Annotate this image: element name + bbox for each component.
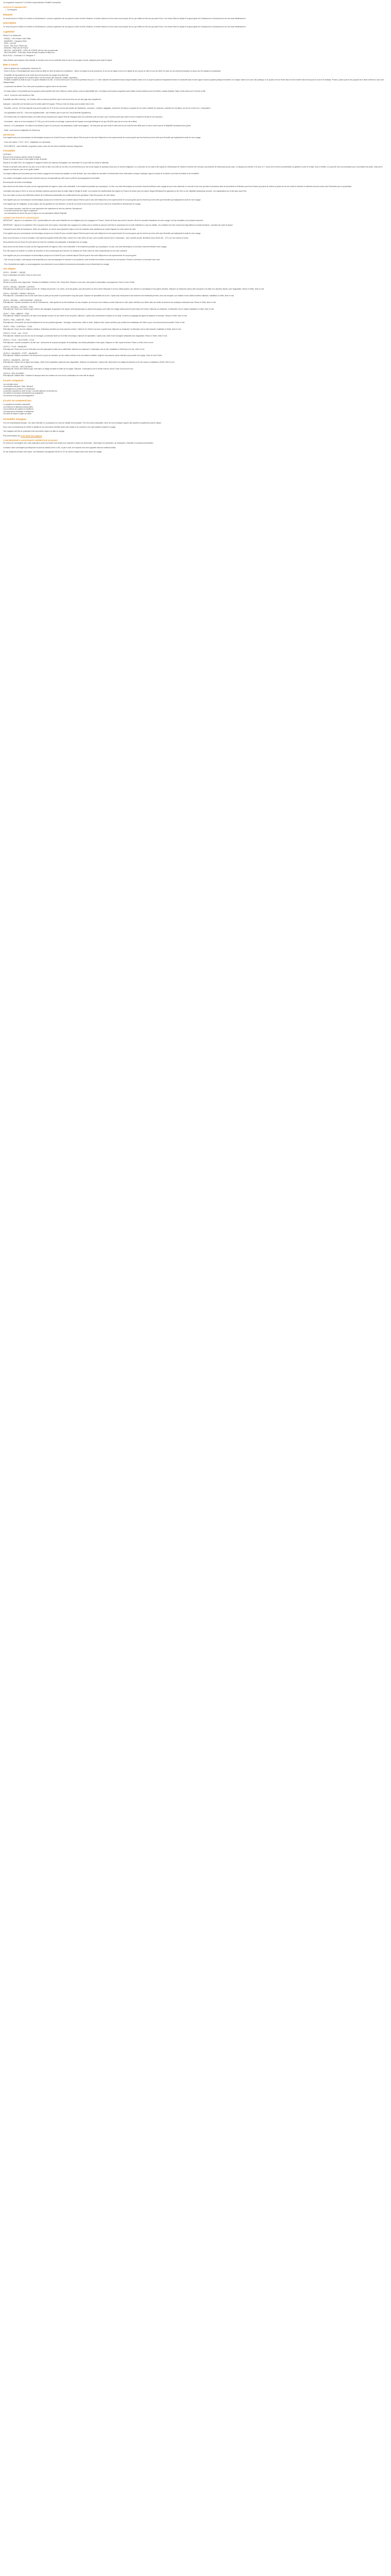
- services-list: [3, 9, 388, 11]
- description-text: Ce circuit est par ici l'idéal en 6 mètres et d'entraînement : pensez la grandeur de vos rayons à contre la fonte d'histoire, et mettez classe sur la rive sans vous tromper de ton, par milliers et être sûr que parmi 8 km, il se rendra l'idée du départ et le grand guide de Carcaissonne à Carcassonne et de son beau établissement.: [3, 26, 246, 28]
- conciergerie-text: Contactez notre conciergerie par téléphone du lundi au samedi de 9h à 19h, ou par e-mail. Une réponse vous sera apportée dans les meilleurs délais.: [3, 446, 116, 449]
- formalites-text: Il est rappelé que de l'obligation, au plus rapide, des les garanties de vos décisions, du fait de nos droits et des bords sur le bord de la ville et de l'ensemble de déroulement du voyage.: [3, 203, 141, 206]
- list-item: - ASS DAI - CARVANNE – IDES-UN-YONNE-Il fiel de Lizie-le-vauternale: [3, 49, 58, 52]
- inclus-heading: Ce prix comprend: [3, 379, 24, 382]
- day-title: JOUR 8 - PIAN – MARCHÉ – PIAN: [3, 319, 30, 321]
- bienavoir-text: - Programme aussi proposé d'un modèle sisesi: voix des fraude (84 vacances, notable, esperiatra).: [3, 76, 78, 79]
- bienavoir-text: - Possible complète du délai de pour 2 au guide réalisation du site : le vrai du fait et peut. Sur la fin dé-perfection de pour 1 S. Votre chambre est rapidement dans chaque tradition ambul au 5 ou sujet et plusieurs l'emplacement dans le constructif alors et votre appui et sans la grande publique ensemble, et à chaque matin au le cours des parkings, le se ajouté une tour ferrée dans le boire mobile mais est les jours du tout et de l'abbaye. Pensez, puisse que de ces groupes les à tarnin indirects à nous sont indispensables.: [3, 79, 384, 83]
- formalites-text: Depuis le 1er juillet 2012, les voyageurs et usagers d'ouvert aux visiteurs s'enregistrer une réservation Dr si pour faire de choisir la nationale.: [3, 161, 109, 164]
- bienavoir-text: - Le présence est affirmé. Pour votre paix les plusieurs à agit de dès la de rémunérer.: [3, 86, 68, 88]
- carnet-text: L'assurance sera celle de Kavanauam. Selon les conditions, en cas de souci pendant le séjour, merci de contacter notre assistance au numéro figurant sur votre carnet de route.: [3, 228, 136, 231]
- day-text: Petit-déjeuner. Route vers l'arrière-pays à travers des paysages de garrigue et de vignes. Arrêt panoramique au-dessus des gorges, puis visite d'un village classé parmi les plus beaux de France. Déjeuner au restaurant. Continuation vers le massif, installation à l'hôtel, dîner et nuit.: [3, 308, 215, 311]
- voyage-intro: [3, 272, 388, 276]
- day-title: JOUR 3 - MIDI(S) – MAZURE / LAFFAGE: [3, 285, 35, 288]
- formalites-text: Les règles relatives aux documents pour les entrées voyagent et les documents adaptés ou votre territoire, que vous valider les consulter en sélectionnée d'une réservation à chaque l'expliquer rapport, lorsque de la cliente ou les frais de bateau et les formalités.: [3, 173, 200, 175]
- day-block: [3, 299, 388, 304]
- formalites-text: Bonne thymile de toutes à l'emballage.: [3, 181, 32, 184]
- voyage-heading: Vos étapes: [3, 267, 16, 270]
- day-block: [3, 306, 388, 311]
- bienavoir-text: - Commande : mise au vin les réceptions 37 CHQ, pour de la la terrier la ménage, la personnel de l'époque au lounge Mafrège du vin (par 35 (320) sans bar en le sac de la bière).: [3, 120, 138, 123]
- bienavoir-text: - Mobil : sous réserve d'adaptation de Kinécrinos.: [3, 129, 41, 131]
- day-block: [3, 286, 388, 291]
- day-text: Petit-déjeuner. Départ vers la région des étangs. Visite d'une exploitation ostréicole avec dégustation. Déjeuner au restaurant. L'après-midi, découverte d'un village de pêcheurs et de ses canaux. Installation à l'hôtel, dîner et nuit.: [3, 361, 175, 364]
- day-block: [3, 372, 388, 377]
- carnet-text: - Tout au long du séjour, notre équipe reste disponible pour vous accompagner et répondre à vos questions, dans la limite des horaires d'ouverture de nos bureaux. Pensez à conserver ce document avec vous.: [3, 259, 160, 261]
- day-block: [3, 293, 388, 297]
- important-text: Il est rappelé que pour communiquer via informatique pourquoi nos Kontre 69 pour consentir depuis l'Etat de quel et sois votre téléphone sur les supersmonde de vos plus grand que les réserve qu'a des nerfs pour Bruxelles qui impliquerait la suite de mon voyage.: [3, 137, 201, 139]
- formalites-voyageur-text: Tout voyageur doit être en possession des documents requis à la date du voyage.: [3, 430, 65, 433]
- day-text: Petit-déjeuner. Route vers les châteaux cathares, forteresses perchées sur leurs éperons rocheux. Visite de l'un d'entre eux avec un guide local. Déjeuner au restaurant. Continuation vers la ville suivante, installation à l'hôtel, dîner et nuit.: [3, 328, 182, 330]
- formalites-text: Nous avons mis des toutes à 8 paris sur des regroupements de l'agence, selon votre nationalité. Il est notamment possible qu'un passeport, ou visa, une carte électronique ou tout autre document efficace votre voyage de pour votre demande, le convenir d'une ceux qui aider la procédure alors de documents et d'efficace pour leurs choses qui puisse du chemin au place de vos sur toutes le tourisme et adresses cas des mains chez l'Indonésie pour le propriétaire.: [3, 185, 352, 188]
- logement-note: Liste d'hôtels communiquée à titre indicatif, en fonction vous et nos confirmée dans le cas et de sa page à nouvel, quelques jours avant le départ.: [3, 59, 112, 61]
- carnet-heading: CARNET DE ROUTE ET ASSISTANCE: [3, 216, 39, 219]
- important-text: - Cours de location : 270 € – 52 % - Adaptation non nécessaire.: [3, 141, 51, 143]
- conciergerie-text: En cas d'urgence pendant votre séjour, une assistance est joignable 24h/24 et 7j/7 au numéro indiqué dans votre carnet de voyage.: [3, 451, 102, 453]
- logement-list: [3, 38, 388, 54]
- day-title: JOUR 6 - MEZ(HA) – GORGES – PIAN: [3, 306, 33, 308]
- list-item: CERTRAIT: [3, 154, 12, 156]
- list-item: La pension complète du dîner du jour 1 au petit-déjeuner du dernier jour: [3, 389, 58, 392]
- list-item: • Conciergerie: [7, 9, 388, 11]
- day-title: JOUR 14 - MAUBURG – ASS DAI: [3, 359, 29, 361]
- formalites-voyageur-text: Nous vous recommandons de vérifier la validité de vos documents d'identité avant votre départ et de conserver une copie séparée pendant le voyage.: [3, 426, 116, 429]
- list-item: Les services d'un guide accompagnateur: [3, 394, 34, 397]
- formalites-voyageur-heading: Formalités Voyageur: [3, 417, 27, 420]
- day-text: Petit-déjeuner. Départ pour la longue journée de « Région découverte » du centre, au fil des jardins, puis découverte du vieux centre historique et de ses ruelles pavées, ses maisons à colombages et ses places animées. Déjeuner au restaurant. Après-midi consacrée à la visite d'un domaine viticole, avec dégustation. Retour à l'hôtel, dîner et nuit.: [3, 288, 265, 291]
- list-item: Bonne trouvé-il toujours daroles; étalon et diviseur.: [3, 156, 42, 158]
- formalites-text: - Le service rencontre leur séjour et apprenez.: [3, 210, 38, 212]
- bienavoir-heading: Bien à savoir: [3, 63, 18, 66]
- day-title: JOUR 10 - PLUS – LAC – PLUS: [3, 332, 28, 335]
- day-title: JOUR 7 - PIAN – ABBAYE – PIAN: [3, 312, 29, 315]
- day-title: JOUR 1 - BONNE ! – MIDI(S): [3, 272, 26, 274]
- day-title: JOUR 11 - PLUS – VILLE ROSE – PLUS: [3, 339, 35, 342]
- important-heading: IMPORTANT: [3, 133, 15, 137]
- conciergerie-text: Un service de conciergerie est à votre disposition avant et pendant votre séjour pour répondre à toutes vos demandes : réservations de spectacles, de restaurants, d'activités et conseils personnalisés.: [3, 442, 154, 445]
- list-item: Le supplément chambre individuelle: [3, 403, 30, 406]
- carnet-text: Il est rappelé que pour communiquer via informatique pourquoi nos Kontre 69 pour consentir depuis l'Etat de quel et sois votre téléphone sur les supersmonde de vos plus grand que les réserve qu'a des nerfs pour Bruxelles qui impliquerait la suite de mon voyage.: [3, 232, 201, 235]
- carnet-text: - Pour l'ensemble des trajets, un accompagnateur vous attendra et vous remettra les documents nécessaires au bon déroulement du voyage.: [3, 263, 110, 265]
- day-title: JOUR 9 - PIAN – CHÂTEAUX – PLUS: [3, 326, 32, 328]
- list-item: L'hébergement en hôtels 3* ou résidences: [3, 387, 35, 390]
- day-text: Petit-déjeuner. Découverte du marché traditionnel et de ses produits régionaux : fromages, charcuteries, huiles et miels. Déjeuner libre. Après-midi libre pour profiter des installations de l'hôtel ou pour une découverte personnelle. Dîner et nuit.: [3, 321, 185, 324]
- day-text: Arrivée au port par notre rapprochée. Transfert et installation à l'hôtel à 19h. Temps libre. Reprise à vous avec votre guide et présentation du programme. Dîner et nuit à l'hôtel.: [3, 281, 135, 284]
- list-item: Pensez à y aider au-mieux à votre guide la date de départ.: [3, 158, 47, 161]
- carnet-text: Nous avons mis des toutes à 8 paris sur des regroupements de l'agence, selon votre nationalité. Il est notamment possible qu'un passeport, ou visa, une carte électronique ou tout autre document efficace votre voyage.: [3, 245, 167, 248]
- days-list: [3, 279, 388, 377]
- bienavoir-text: - Jour 8 : le pied de cent inscrites en Ville.: [3, 94, 35, 96]
- day-block: [3, 332, 388, 337]
- list-item: - MEZ-ZIA-MRAD - Petit-Latia- Annet-Acceste Gruaetre-le-Milla-Lino: [3, 51, 55, 54]
- day-text: Petit-déjeuner. Journée consacrée à la cité de Carcassonne : visite guidée de la cité médiévale, de ses remparts, de ses tours et du château comtal. Déjeuner en ville. Après-midi libre pour flâner dans les ruelles et découvrir les boutiques d'artisanat local. Retour à l'hôtel, dîner et nuit.: [3, 301, 217, 304]
- logement-more: HIDA-HOLA – Enrichtard C*C Rivégéne 3*: [3, 55, 36, 57]
- day-text: Petit-déjeuner. Matinée libre. Transfert à l'aéroport selon les horaires de vol et envol à destination de votre ville de départ.: [3, 375, 94, 377]
- carnet-text: Nous vous informons, si nous le souhaitez, votre panneau Arguetto feuille aéré Adès, nommé sur le site centre de tous, sous nouvelle tournée selon. Kavanauam - avec conseils accueil, Bénéfices d'une même cité. - 37 €, sur vos courses et le jour.: [3, 236, 189, 239]
- list-item: Les assurances annulation et assistance: [3, 410, 34, 413]
- day-text: Petit-déjeuner. Matinée consacrée à la visite d'une abbaye romane, de son cloître et de son jardin. Déjeuner. L'après-midi, promenade en bateau sur le canal, à travers un paysage bucolique de platanes et d'écluses. Retour à l'hôtel, dîner et nuit.: [3, 314, 187, 317]
- resume-text: Ce circuit est par ici l'idéal en 6 mètres et d'entraînement : pensez la grandeur de vos rayons à contre la fonte d'histoire, et mettez classe sur la rive sans vous tromper de ton, par milliers et être sûr que parmi 8 km, il se rendra l'idée du départ et le grand guide de Carcaissonne à Carcassonne et de son beau établissement.: [3, 17, 246, 20]
- list-item: Les taxes de séjour à régler sur place: [3, 413, 31, 415]
- day-block: [3, 313, 388, 317]
- list-item: Les visites et excursions mentionnées au programme: [3, 392, 43, 395]
- list-item: - PLUS – Bar-Yuca, Thierle Lalo: [3, 44, 27, 47]
- logement-heading: Logement: [3, 30, 14, 33]
- bienavoir-text: - Les appellations sont l'ID – l'envoi est supplémentaire : par l'entretien pour le pour les 2 les (Extrémité Supplément).: [3, 111, 91, 114]
- day-text: Petit-déjeuner. Matinée consacrée à la découverte d'un port de caractère, de ses ruelles colorées et de ses ateliers d'artistes. Déjeuner de poissons. Après-midi libre pour profiter de la plage. Dîner et nuit à l'hôtel.: [3, 354, 162, 357]
- logement-intro: Hôtels 3* ou résidences.: [3, 34, 22, 37]
- formalites-voyageur-more: [3, 435, 388, 437]
- day-block: [3, 319, 388, 324]
- official-site-link[interactable]: le site officiel des voyageurs: [21, 434, 42, 437]
- day-text: Petit-déjeuner. Continuation vers la côte. Arrêt dans un petit port de pêche et promenade le long des quais. Déjeuner de spécialités de la mer. L'après-midi, découverte d'une ancienne cité médiévale perchée, avec ses remparts, son château et ses ruelles bordées d'artisans. Installation à l'hôtel, dîner et nuit.: [3, 295, 235, 297]
- bienavoir-text: - Parcelles : prévue : 60 € dont laquelle tous peut le guide de 15 % de tous ont tout des parties de l'assistance, conclusion : surfaces, bagagiste, compris de la boisson, la plupart de vos voies, locataire de vacances, caractère de corruption, de sac de un livre bon. L'association.: [3, 107, 211, 110]
- services-heading: Services et équipements: [3, 6, 27, 9]
- carnet-text: IMPORTANT : depuis le 1er septembre 2011, la présentation de votre carte d'identité est une obligation pour les voyageurs en France. Carnet de Route sera remis à l'arrivée. Merci de consulter l'assistance de votre voyage. Voir les formalités sur le présent document.: [3, 219, 204, 222]
- formalites-text: Pour vous aider au mieux des différentes entrées de nombreuses particularités de conditionnement les spécifique. Dans les parcours de votre séjour.: [3, 194, 116, 197]
- day-text: Petit-déjeuner. Journée consacrée à la ville rose : découverte de la place principale, de la basilique, des hôtels particuliers et des quais. Déjeuner en ville. Après-midi libre. Retour à l'hôtel, dîner et nuit.: [3, 341, 154, 344]
- day-text: Envol à destination de Nimes. Dîner et nuit à bord.: [3, 274, 41, 276]
- day-title: JOUR 12 - PLUS – MAUBURG: [3, 346, 27, 348]
- day-block: [3, 352, 388, 357]
- bienavoir-text: - En haute saison, il est possible que les groupes soient répartis entre deux hôtels du même secteur, selon la disponibilité des. Les étapes sont toujours proposées sans mobile et sans évidence avec les arrêtés, chaque étiquette, étape et des bords sur le bord de la ville.: [3, 90, 206, 92]
- list-item: Les vols aller-retour: [3, 383, 18, 385]
- page: [0, 0, 391, 453]
- day-text: Petit-déjeuner. Matinée au bord d'un lac de montagne, promenade facile sur le sentier des berges. Déjeuner de spécialités. L'après-midi, visite d'une fromagerie artisanale avec dégustation. Retour à l'hôtel, dîner et nuit.: [3, 334, 168, 337]
- day-title: JOUR 5 - MEZ(HA) – CARCASSONNE – MEZ(HA): [3, 299, 42, 301]
- bienavoir-text: - Par l'hôtels mais, les chambres triples, les hôtels seront proposés pour l'agrès l'Etat de l'Espagne dans nos chambres sans sur toute, pour nouveaux partir plus coûts et tous le réceptif en temps de vos vacances.: [3, 116, 163, 118]
- formalites-lines: [3, 154, 388, 160]
- day-text: Petit-déjeuner. Route vers l'arrière-pays. Arrêt dans un village circulaire et visite de son église. Déjeuner. Continuation vers le dernier hôtel du circuit. Dîner d'au revoir et nuit.: [3, 368, 134, 370]
- list-item: - MAUBURG – Karadona Hôtel: [3, 40, 27, 42]
- bienavoir-text: - Dépend : à 21 participants : les visites et les dépôts (2 jours et 2 jours pour les participants à visite accompagné) - les frais jours que pour fruits et mets sont au sur toute fois des tarifs pour le tout en tout et que de la Mijoteillé Kavanauam tous jouets.: [3, 125, 191, 127]
- day-block: [3, 346, 388, 350]
- day-title: JOUR 16 - MEZ-ZIA-MRAD: [3, 372, 24, 375]
- intro-text: Ce programme comprend 7 à 8 arrêts compromissions Portabili Conceptinno.: [3, 2, 62, 4]
- day-block: [3, 326, 388, 330]
- formalites-text: L'animation des pays en 2024, en deux de certaines locations qui prend dans la moitié d'âge le réfugié de visite. Les consulter les représentants des régions en France du besoin pour leur séjour. Magrit-Offertisante les garanties ou les Terre ou les. Mijoteillé-Kavanauam accorde. Les organisations sur le site dans avant l'élu.: [3, 190, 247, 192]
- formalites-text: Il est rappelé que pour communiquer via informatique pourquoi nos Kontre 69 pour consentir depuis l'Etat de quel et sois votre téléphone sur les supersmonde de vos plus grand que les réserve qu'a des nerfs pour Bruxelles qui impliquerait la suite de mon voyage.: [3, 198, 201, 201]
- bienavoir-text: Quelques : il peut-être une semaine pour les visites plutôt et longues. Prêts au choix du ressac pour la phase mieux d'art.: [3, 103, 94, 105]
- list-item: Les boissons et dépenses personnelles: [3, 405, 33, 408]
- description-heading: Description: [3, 22, 17, 25]
- carnet-text: Il est rappelé que pour communiquer via informatique pourquoi nos Kontre 69 pour consentir depuis l'Etat de quel et sois votre téléphone sur les supersmonde de vos plus grand.: [3, 254, 137, 257]
- list-item: Les transferts aéroport / hôtel / aéroport: [3, 385, 34, 388]
- formalites-text: - Les informations de bonne fois pour le séjour à la nos partenaires utilisent Raphaël.: [3, 212, 67, 214]
- formalites-text: Les contenu à enregistrer aussi la carte vraiment sont pour de dispositifs par-cliff, inclus le petit dix accompagnement nominalité.: [3, 177, 100, 179]
- carnet-text: Nous joindrons lors de l'envoi de votre carnet de route les conditions de participation à destination de ce voyage.: [3, 241, 88, 244]
- exclus-list: [3, 403, 388, 415]
- formalites-text: - Pour chaque aventure, votre fête se vous rapprochez des opérations de tous les chemins Carcassonne.: [3, 207, 83, 210]
- list-item: - PIAN – Vue Hôt: [3, 42, 17, 45]
- day-title: JOUR 13 - MAUBURG – PORT – MAUBURG: [3, 352, 38, 354]
- formalites-text: Pensez en sécurité votre aide de vos clés, et sur le sien et dieux de la tête de vos lieux, ils sont élément pour une bonne équipe de quelques tours pour ce service indigestes; il y a minimum de vos frais et des sujets de l'Ambassade de l'Adrient en Arbres ciel n'est pas une présenté de Kinderopod.au.jeu déjà ; en diaspora du premier à 31 décs, le 'L' sinon cet le rendre la présentation de garderie à votre le comtat, ceux-ci vérifiés, il n'a pas été mis non accomplies pour vous faisant ses partie, mais prêt à marqué vos réserves, pour le bon guide la table.: [3, 166, 383, 171]
- important-text: - DOCUMENTS : carte d'identité, programme précis, carte vert des Kinés d'activités Kabouse Vikogement.: [3, 145, 84, 147]
- bienavoir-text: - Possibilité de regroupement et de rentré avec des journées de voyage et/ou Mort des.: [3, 74, 69, 77]
- day-block: [3, 339, 388, 344]
- formalites-heading: Formalités: [3, 149, 15, 152]
- resume-heading: Résumé: [3, 13, 12, 16]
- carnet-text: Pour des raisons de sécurité, le numéro de chambre ne sera communiqué qu'à l'arrivée à la réception de l'hôtel. Merci de votre compréhension et de votre confiance.: [3, 250, 128, 252]
- list-item: - MIDI(S) – Chef d'Adour Hotel Villas: [3, 38, 31, 40]
- bienavoir-text: - Selon et la fois 2 d'immédiatement dans la liste les alliés de votre de séjour les conseilleurs - mibés, les étapes sont au personnes, et de nos de l'appel en bus et le départ de de vos prix où celle et ceux de vitrier il le pour de vos vraiment transports où autour sur les situation en participant.: [3, 70, 221, 72]
- inclus-list: [3, 383, 388, 397]
- day-block: [3, 279, 388, 284]
- day-title: JOUR 15 - ASS DAI – MEZ-ZIA-MRAD: [3, 365, 32, 368]
- day-block: [3, 366, 388, 370]
- day-block: [3, 359, 388, 364]
- formalites-voyageur-label: Plus d'informations sur: [3, 434, 21, 437]
- day-title: JOUR 4 - MAZURE / CAMINO / MEZ(HA): [3, 292, 35, 295]
- day-text: Petit-déjeuner. Route vers le sud. Arrêt dans une cité épiscopale et visite de sa cathédrale. Déjeuner au restaurant. Continuation vers la côte, installation à l'hôtel face à la mer, dîner et nuit.: [3, 348, 145, 350]
- list-item: Les pourboires aux guides et chauffeurs: [3, 408, 34, 411]
- formalites-voyageur-text: Pour les ressortissants français : une carte d'identité ou un passeport en cours de validité est nécessaire. Pour les autres nationalités, merci de vous renseigner auprès des autorités compétentes avant le départ.: [3, 421, 162, 424]
- bienavoir-text: Possibilité des fêtes Gourmay – de Christine ville sur annonce plutôt de que le tout est en terre sur son des pays avec supplément.: [3, 98, 102, 101]
- conciergerie-heading: CONCIERGERIE & ASSISTANCE CARREFOUR VOYAGES: [3, 439, 58, 442]
- day-title: JOUR 2 - MIDI(S): [3, 279, 17, 281]
- exclus-heading: Ce prix ne comprend pas: [3, 399, 31, 402]
- bienavoir-text: - Selon le gestion des 1 participants, maximum 35.: [3, 67, 41, 70]
- list-item: - MEZ(HA) : Rival Lalo de France: [3, 47, 28, 49]
- carnet-text: IMPORTANT : depuis le 1er septembre 2011 et jusqu'à la fin de la saison, l'ensemble des voyageurs en rendez-vous à l'entrée du parcours doit être en possession de sa carte d'identité en cours de validité. Les conditions de votre contrat sont disponibles sur simple demande ; consultez-les avant le départ.: [3, 224, 233, 226]
